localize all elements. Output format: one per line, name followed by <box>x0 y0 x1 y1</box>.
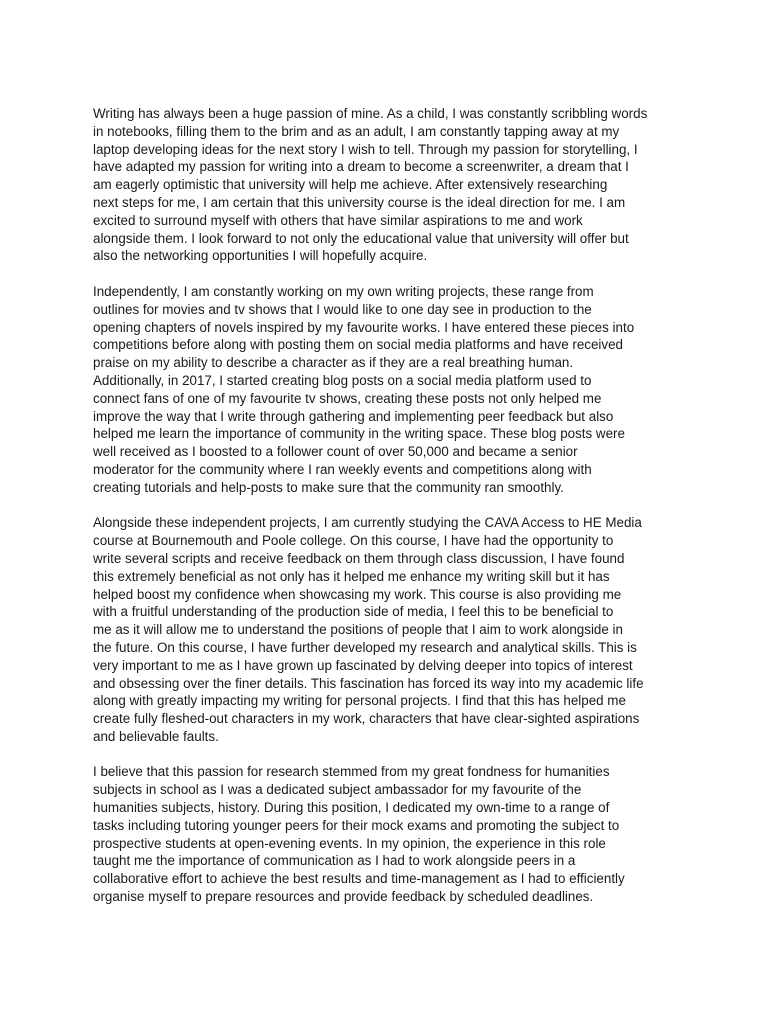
text-line: Writing has always been a huge passion of mine. As a child, I was constantly scribbling words <box>93 106 648 121</box>
text-line: improve the way that I write through gathering and implementing peer feedback but also <box>93 408 614 424</box>
text-line: Additionally, in 2017, I started creating blog posts on a social media platform used to <box>93 372 592 388</box>
text-line: alongside them. I look forward to not only the educational value that university will offer but <box>93 230 629 246</box>
text-line: helped boost my confidence when showcasing my work. This course is also providing me <box>93 586 622 602</box>
text-line: praise on my ability to describe a character as if they are a real breathing human. <box>93 355 574 371</box>
text-line: subjects in school as I was a dedicated subject ambassador for my favourite of the <box>93 782 582 798</box>
text-line: write several scripts and receive feedback on them through class discussion, I have found <box>93 550 625 566</box>
paragraph <box>93 514 677 745</box>
paragraph <box>93 763 677 905</box>
document-body <box>93 105 677 924</box>
text-line: helped me learn the importance of community in the writing space. These blog posts were <box>93 426 625 442</box>
text-line: opening chapters of novels inspired by my favourite works. I have entered these pieces into <box>93 319 635 335</box>
text-line: and obsessing over the finer details. This fascination has forced its way into my academic life <box>93 675 644 691</box>
text-line: moderator for the community where I ran weekly events and competitions along with <box>93 461 592 477</box>
text-line: prospective students at open-evening events. In my opinion, the experience in this role <box>93 835 606 851</box>
text-line: next steps for me, I am certain that this university course is the ideal direction for me. I am <box>93 194 626 210</box>
text-line: humanities subjects, history. During this position, I dedicated my own-time to a range of <box>93 800 610 816</box>
text-line: Alongside these independent projects, I am currently studying the CAVA Access to HE Media <box>93 515 642 531</box>
text-line: me as it will allow me to understand the positions of people that I aim to work alongside in <box>93 622 623 638</box>
text-line: create fully fleshed-out characters in my work, characters that have clear-sighted aspirations <box>93 711 640 727</box>
text-line: have adapted my passion for writing into a dream to become a screenwriter, a dream that I <box>93 159 629 175</box>
text-line: am eagerly optimistic that university will help me achieve. After extensively researching <box>93 177 608 193</box>
text-line: collaborative effort to achieve the best results and time-management as I had to efficiently <box>93 871 625 887</box>
text-line: along with greatly impacting my writing for personal projects. I find that this has helped me <box>93 693 626 709</box>
text-line: excited to surround myself with others that have similar aspirations to me and work <box>93 212 583 228</box>
text-line: and believable faults. <box>93 728 219 744</box>
text-line: very important to me as I have grown up fascinated by delving deeper into topics of interest <box>93 657 633 673</box>
paragraph <box>93 283 677 497</box>
text-line: competitions before along with posting them on social media platforms and have received <box>93 337 623 353</box>
text-line: course at Bournemouth and Poole college. On this course, I have had the opportunity to <box>93 533 614 549</box>
text-line: with a fruitful understanding of the production side of media, I feel this to be beneficial to <box>93 604 614 620</box>
text-line: also the networking opportunities I will hopefully acquire. <box>93 248 428 264</box>
text-line: organise myself to prepare resources and provide feedback by scheduled deadlines. <box>93 889 594 905</box>
text-line: the future. On this course, I have further developed my research and analytical skills. This is <box>93 639 637 655</box>
text-line: outlines for movies and tv shows that I would like to one day see in production to the <box>93 301 592 317</box>
text-line: creating tutorials and help-posts to make sure that the community ran smoothly. <box>93 479 564 495</box>
text-line: this extremely beneficial as not only has it helped me enhance my writing skill but it has <box>93 568 610 584</box>
text-line: well received as I boosted to a follower count of over 50,000 and became a senior <box>93 444 578 460</box>
text-line: laptop developing ideas for the next story I wish to tell. Through my passion for storytelling, I <box>93 141 638 157</box>
text-line: Independently, I am constantly working on my own writing projects, these range from <box>93 283 594 299</box>
paragraph <box>93 105 677 265</box>
text-line: tasks including tutoring younger peers for their mock exams and promoting the subject to <box>93 817 620 833</box>
text-line: connect fans of one of my favourite tv shows, creating these posts not only helped me <box>93 390 602 406</box>
text-line: taught me the importance of communication as I had to work alongside peers in a <box>93 853 576 869</box>
text-line: I believe that this passion for research stemmed from my great fondness for humanities <box>93 764 610 780</box>
text-line: in notebooks, filling them to the brim and as an adult, I am constantly tapping away at my <box>93 123 620 139</box>
